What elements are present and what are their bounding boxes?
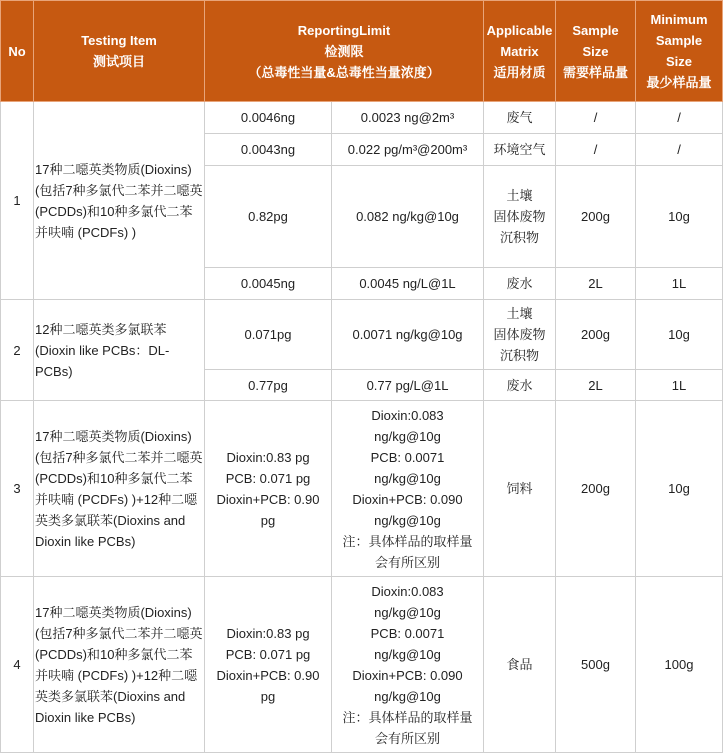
header-sample-size: Sample Size 需要样品量 [556,1,636,102]
minimum-sample-size: 100g [636,577,723,753]
table-row [1,300,723,370]
row-number: 3 [1,401,34,577]
header-no: No [1,1,34,102]
reporting-limit: 0.77pg [205,370,332,401]
reporting-limit: 0.0046ng [205,102,332,134]
applicable-matrix: 废水 [484,370,556,401]
limit-concentration: 0.0023 ng@2m³ [332,102,484,134]
sample-size: 500g [556,577,636,753]
applicable-matrix: 食品 [484,577,556,753]
testing-item: 12种二噁英类多氯联苯(Dioxin like PCBs：DL-PCBs) [34,300,205,401]
header-testing-item: Testing Item 测试项目 [34,1,205,102]
testing-item: 17种二噁英类物质(Dioxins)(包括7种多氯代二苯并二噁英 (PCDDs)和10种多氯代二苯并呋喃 (PCDFs) ) [34,102,205,300]
reporting-limit: Dioxin:0.83 pg PCB: 0.071 pg Dioxin+PCB: 0.90 pg [205,401,332,577]
row-number: 4 [1,577,34,753]
limit-concentration: 0.77 pg/L@1L [332,370,484,401]
row-number: 1 [1,102,34,300]
table-row [1,577,723,753]
minimum-sample-size: 10g [636,300,723,370]
limit-concentration: 0.082 ng/kg@10g [332,166,484,268]
limit-concentration: Dioxin:0.083 ng/kg@10g PCB: 0.0071 ng/kg@10g Dioxin+PCB: 0.090 ng/kg@10g 注：具体样品的取样量 会有所区别 [332,401,484,577]
table-row [1,102,723,134]
minimum-sample-size: 10g [636,166,723,268]
header-applicable-matrix: Applicable Matrix 适用材质 [484,1,556,102]
sample-size: 2L [556,370,636,401]
reporting-limit: 0.071pg [205,300,332,370]
row-number: 2 [1,300,34,401]
sample-size: / [556,134,636,166]
sample-size: / [556,102,636,134]
applicable-matrix: 环境空气 [484,134,556,166]
reporting-limit: 0.82pg [205,166,332,268]
minimum-sample-size: 1L [636,268,723,300]
header-minimum-sample-size: Minimum Sample Size 最少样品量 [636,1,723,102]
applicable-matrix: 饲料 [484,401,556,577]
testing-item: 17种二噁英类物质(Dioxins)(包括7种多氯代二苯并二噁英 (PCDDs)和10种多氯代二苯并呋喃 (PCDFs) )+12种二噁英类多氯联苯(Dioxins and Dioxin like PCBs) [34,401,205,577]
applicable-matrix: 土壤 固体废物 沉积物 [484,300,556,370]
minimum-sample-size: 1L [636,370,723,401]
header-row [1,1,723,102]
limit-concentration: 0.0071 ng/kg@10g [332,300,484,370]
reporting-limit: 0.0043ng [205,134,332,166]
reporting-limit: 0.0045ng [205,268,332,300]
sample-size: 200g [556,300,636,370]
minimum-sample-size: 10g [636,401,723,577]
applicable-matrix: 土壤 固体废物 沉积物 [484,166,556,268]
minimum-sample-size: / [636,102,723,134]
applicable-matrix: 废气 [484,102,556,134]
applicable-matrix: 废水 [484,268,556,300]
sample-size: 200g [556,401,636,577]
minimum-sample-size: / [636,134,723,166]
reporting-limit: Dioxin:0.83 pg PCB: 0.071 pg Dioxin+PCB: 0.90 pg [205,577,332,753]
limit-concentration: Dioxin:0.083 ng/kg@10g PCB: 0.0071 ng/kg@10g Dioxin+PCB: 0.090 ng/kg@10g 注：具体样品的取样量 会有所区别 [332,577,484,753]
limit-concentration: 0.0045 ng/L@1L [332,268,484,300]
table-row [1,401,723,577]
testing-item: 17种二噁英类物质(Dioxins)(包括7种多氯代二苯并二噁英 (PCDDs)和10种多氯代二苯并呋喃 (PCDFs) )+12种二噁英类多氯联苯(Dioxins and Dioxin like PCBs) [34,577,205,753]
sample-size: 2L [556,268,636,300]
limit-concentration: 0.022 pg/m³@200m³ [332,134,484,166]
header-reporting-limit: ReportingLimit 检测限 （总毒性当量&总毒性当量浓度） [205,1,484,102]
sample-size: 200g [556,166,636,268]
